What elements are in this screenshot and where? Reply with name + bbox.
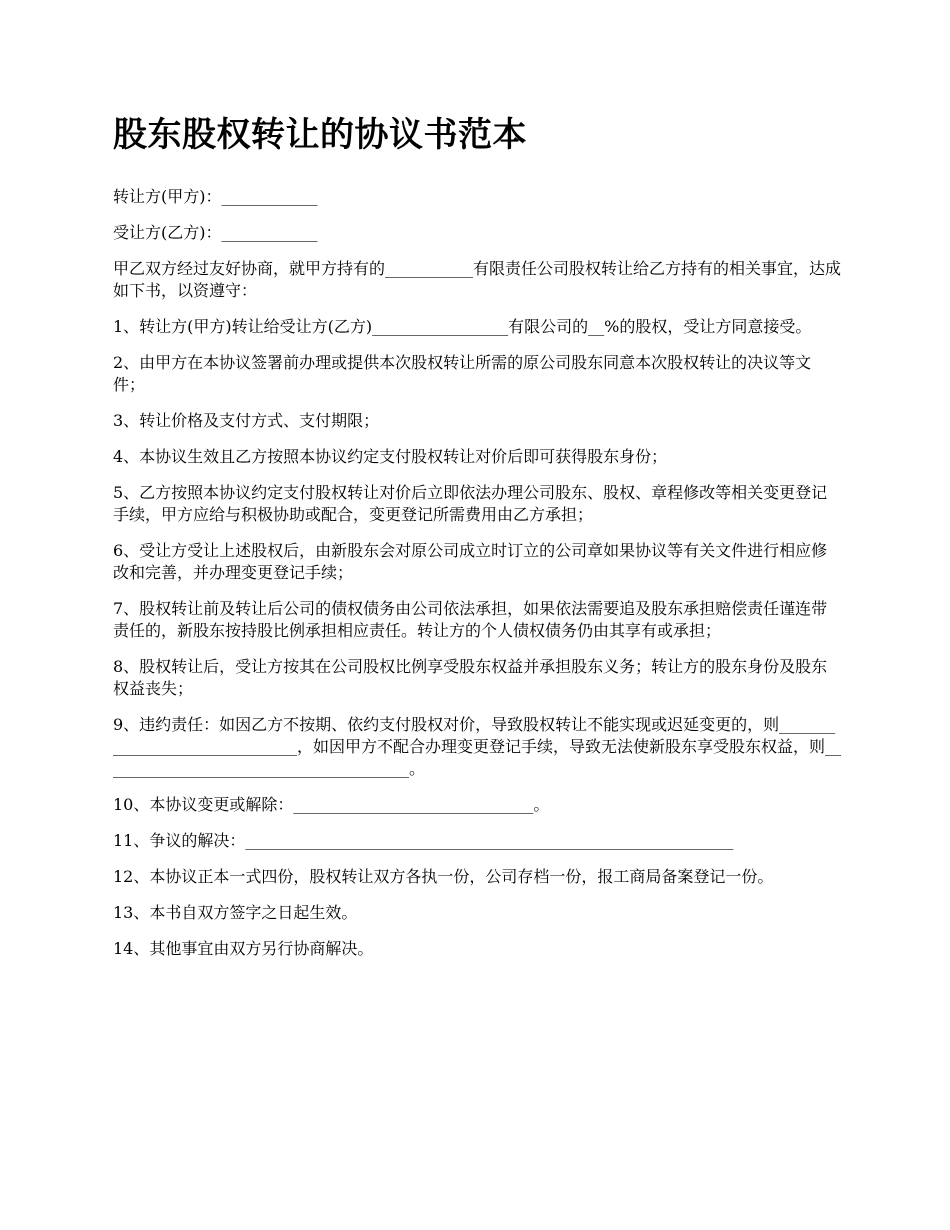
clause-8: 8、股权转让后，受让方按其在公司股权比例享受股东权益并承担股东义务；转让方的股东身份及股东权益丧失； bbox=[113, 657, 828, 698]
clause-3: 3、转让价格及支付方式、支付期限； bbox=[113, 411, 380, 430]
clause-4: 4、本协议生效且乙方按照本协议约定支付股权转让对价后即可获得股东身份； bbox=[113, 447, 668, 466]
clause-10: 10、本协议变更或解除：______________________________。 bbox=[113, 795, 550, 814]
clause-9: 9、违约责任：如因乙方不按期、依约支付股权对价，导致股权转让不能实现或迟延变更的，则______________________________，如因甲方不配合办理变更登记手续，导致无法使新股东享受股东权益，则_______________________________________。 bbox=[113, 715, 842, 778]
document-page bbox=[113, 112, 843, 974]
clause-6: 6、受让方受让上述股权后，由新股东会对原公司成立时订立的公司章如果协议等有关文件进行相应修改和完善，并办理变更登记手续； bbox=[113, 541, 828, 582]
preamble-paragraph: 甲乙双方经过友好协商，就甲方持有的___________有限责任公司股权转让给乙方持有的相关事宜，达成如下书，以资遵守： bbox=[113, 259, 842, 300]
transferor-line: 转让方(甲方)：____________ bbox=[113, 187, 318, 206]
clause-1: 1、转让方(甲方)转让给受让方(乙方)_________________有限公司的__%的股权，受让方同意接受。 bbox=[113, 317, 812, 336]
transferee-line: 受让方(乙方)：____________ bbox=[113, 223, 318, 242]
clause-5: 5、乙方按照本协议约定支付股权转让对价后立即依法办理公司股东、股权、章程修改等相关变更登记手续，甲方应给与积极协助或配合，变更登记所需费用由乙方承担； bbox=[113, 483, 828, 524]
clause-14: 14、其他事宜由双方另行协商解决。 bbox=[113, 939, 374, 958]
document-title: 股东股权转让的协议书范本 bbox=[113, 115, 527, 155]
clause-2: 2、由甲方在本协议签署前办理或提供本次股权转让所需的原公司股东同意本次股权转让的决议等文件； bbox=[113, 353, 812, 394]
clause-13: 13、本书自双方签字之日起生效。 bbox=[113, 903, 358, 922]
clause-7: 7、股权转让前及转让后公司的债权债务由公司依法承担，如果依法需要追及股东承担赔偿责任谨连带责任的，新股东按持股比例承担相应责任。转让方的个人债权债务仍由其享有或承担； bbox=[113, 599, 828, 640]
clause-11: 11、争议的解决：_____________________________________________________________ bbox=[113, 831, 734, 850]
clause-12: 12、本协议正本一式四份，股权转让双方各执一份，公司存档一份，报工商局备案登记一份。 bbox=[113, 867, 774, 886]
